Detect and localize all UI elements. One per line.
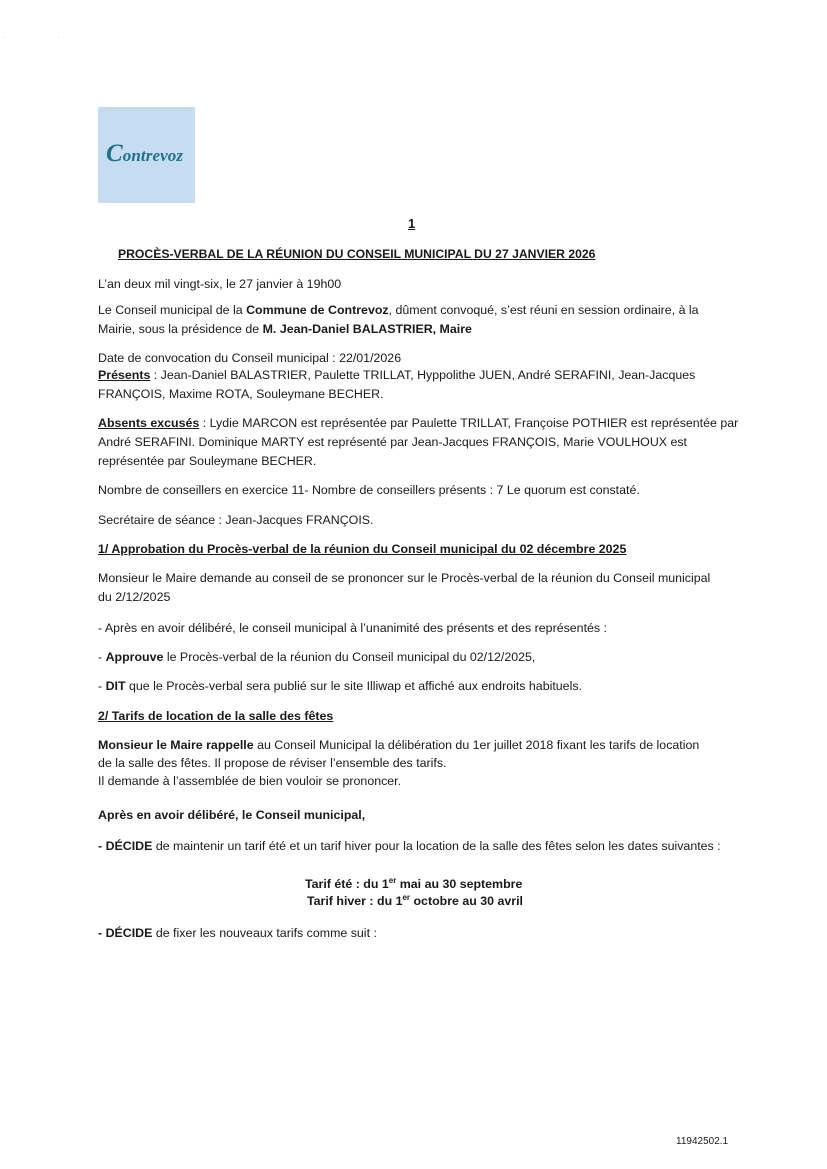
section-2-rappel-line-1: Monsieur le Maire rappelle au Conseil Municipal la délibération du 1er juillet 2018 fixant les tarifs de location	[98, 738, 700, 752]
quorum-line: Nombre de conseillers en exercice 11- Nombre de conseillers présents : 7 Le quorum est constaté.	[98, 483, 640, 497]
contrevoz-logo	[98, 107, 195, 203]
section-2-rappel-line-3: Il demande à l’assemblée de bien vouloir se prononcer.	[98, 774, 402, 788]
section-2-rappel-line-2: de la salle des fêtes. Il propose de réviser l’ensemble des tarifs.	[98, 756, 447, 770]
tarif-ete: Tarif été : du 1er mai au 30 septembre	[305, 876, 523, 892]
secretaire-line: Secrétaire de séance : Jean-Jacques FRANÇOIS.	[98, 513, 374, 527]
section-2-heading: 2/ Tarifs de location de la salle des fêtes	[98, 709, 334, 723]
document-title: PROCÈS-VERBAL DE LA RÉUNION DU CONSEIL MUNICIPAL DU 27 JANVIER 2026	[118, 247, 596, 261]
footer-code: 11942502.1	[676, 1136, 729, 1147]
section-1-heading: 1/ Approbation du Procès-verbal de la réunion du Conseil municipal du 02 décembre 2025	[98, 542, 627, 556]
scan-specks: · ·	[4, 35, 60, 41]
page-number: 1	[408, 216, 416, 231]
section-1-dit: - DIT que le Procès-verbal sera publié sur le site Illiwap et affiché aux endroits habituels.	[98, 679, 582, 693]
presents-line-2: FRANÇOIS, Maxime ROTA, Souleymane BECHER.	[98, 387, 384, 401]
section-1-deliberation: - Après en avoir délibéré, le conseil municipal à l’unanimité des présents et des représentés :	[98, 621, 607, 635]
section-2-decide-1: - DÉCIDE de maintenir un tarif été et un tarif hiver pour la location de la salle des fêtes selon les dates suivantes :	[98, 839, 721, 853]
section-1-text-line-1: Monsieur le Maire demande au conseil de se prononcer sur le Procès-verbal de la réunion du Conseil municipal	[98, 571, 711, 585]
section-1-approve: - Approuve le Procès-verbal de la réunion du Conseil municipal du 02/12/2025,	[98, 650, 536, 664]
section-1-text-line-2: du 2/12/2025	[98, 590, 171, 604]
absents-line-2: André SERAFINI. Dominique MARTY est représenté par Jean-Jacques FRANÇOIS, Marie VOULHOUX est	[98, 435, 688, 449]
tarif-hiver: Tarif hiver : du 1er octobre au 30 avril	[307, 893, 523, 909]
logo-wordmark: Contrevoz	[106, 140, 184, 167]
absents-line-3: représentée par Souleymane BECHER.	[98, 454, 317, 468]
date-line: L’an deux mil vingt-six, le 27 janvier à 19h00	[98, 277, 342, 291]
presents-line-1: Présents : Jean-Daniel BALASTRIER, Paulette TRILLAT, Hyppolithe JUEN, André SERAFINI, Jean-Jacques	[98, 368, 696, 382]
intro-line-1: Le Conseil municipal de la Commune de Contrevoz, dûment convoqué, s’est réuni en session ordinaire, à la	[98, 303, 699, 317]
intro-line-2: Mairie, sous la présidence de M. Jean-Daniel BALASTRIER, Maire	[98, 322, 472, 336]
section-2-deliberation: Après en avoir délibéré, le Conseil municipal,	[98, 808, 366, 822]
section-2-decide-2: - DÉCIDE de fixer les nouveaux tarifs comme suit :	[98, 926, 377, 940]
convocation-date: Date de convocation du Conseil municipal : 22/01/2026	[98, 351, 402, 365]
absents-line-1: Absents excusés : Lydie MARCON est représentée par Paulette TRILLAT, Françoise POTHIER est représentée par	[98, 416, 739, 430]
